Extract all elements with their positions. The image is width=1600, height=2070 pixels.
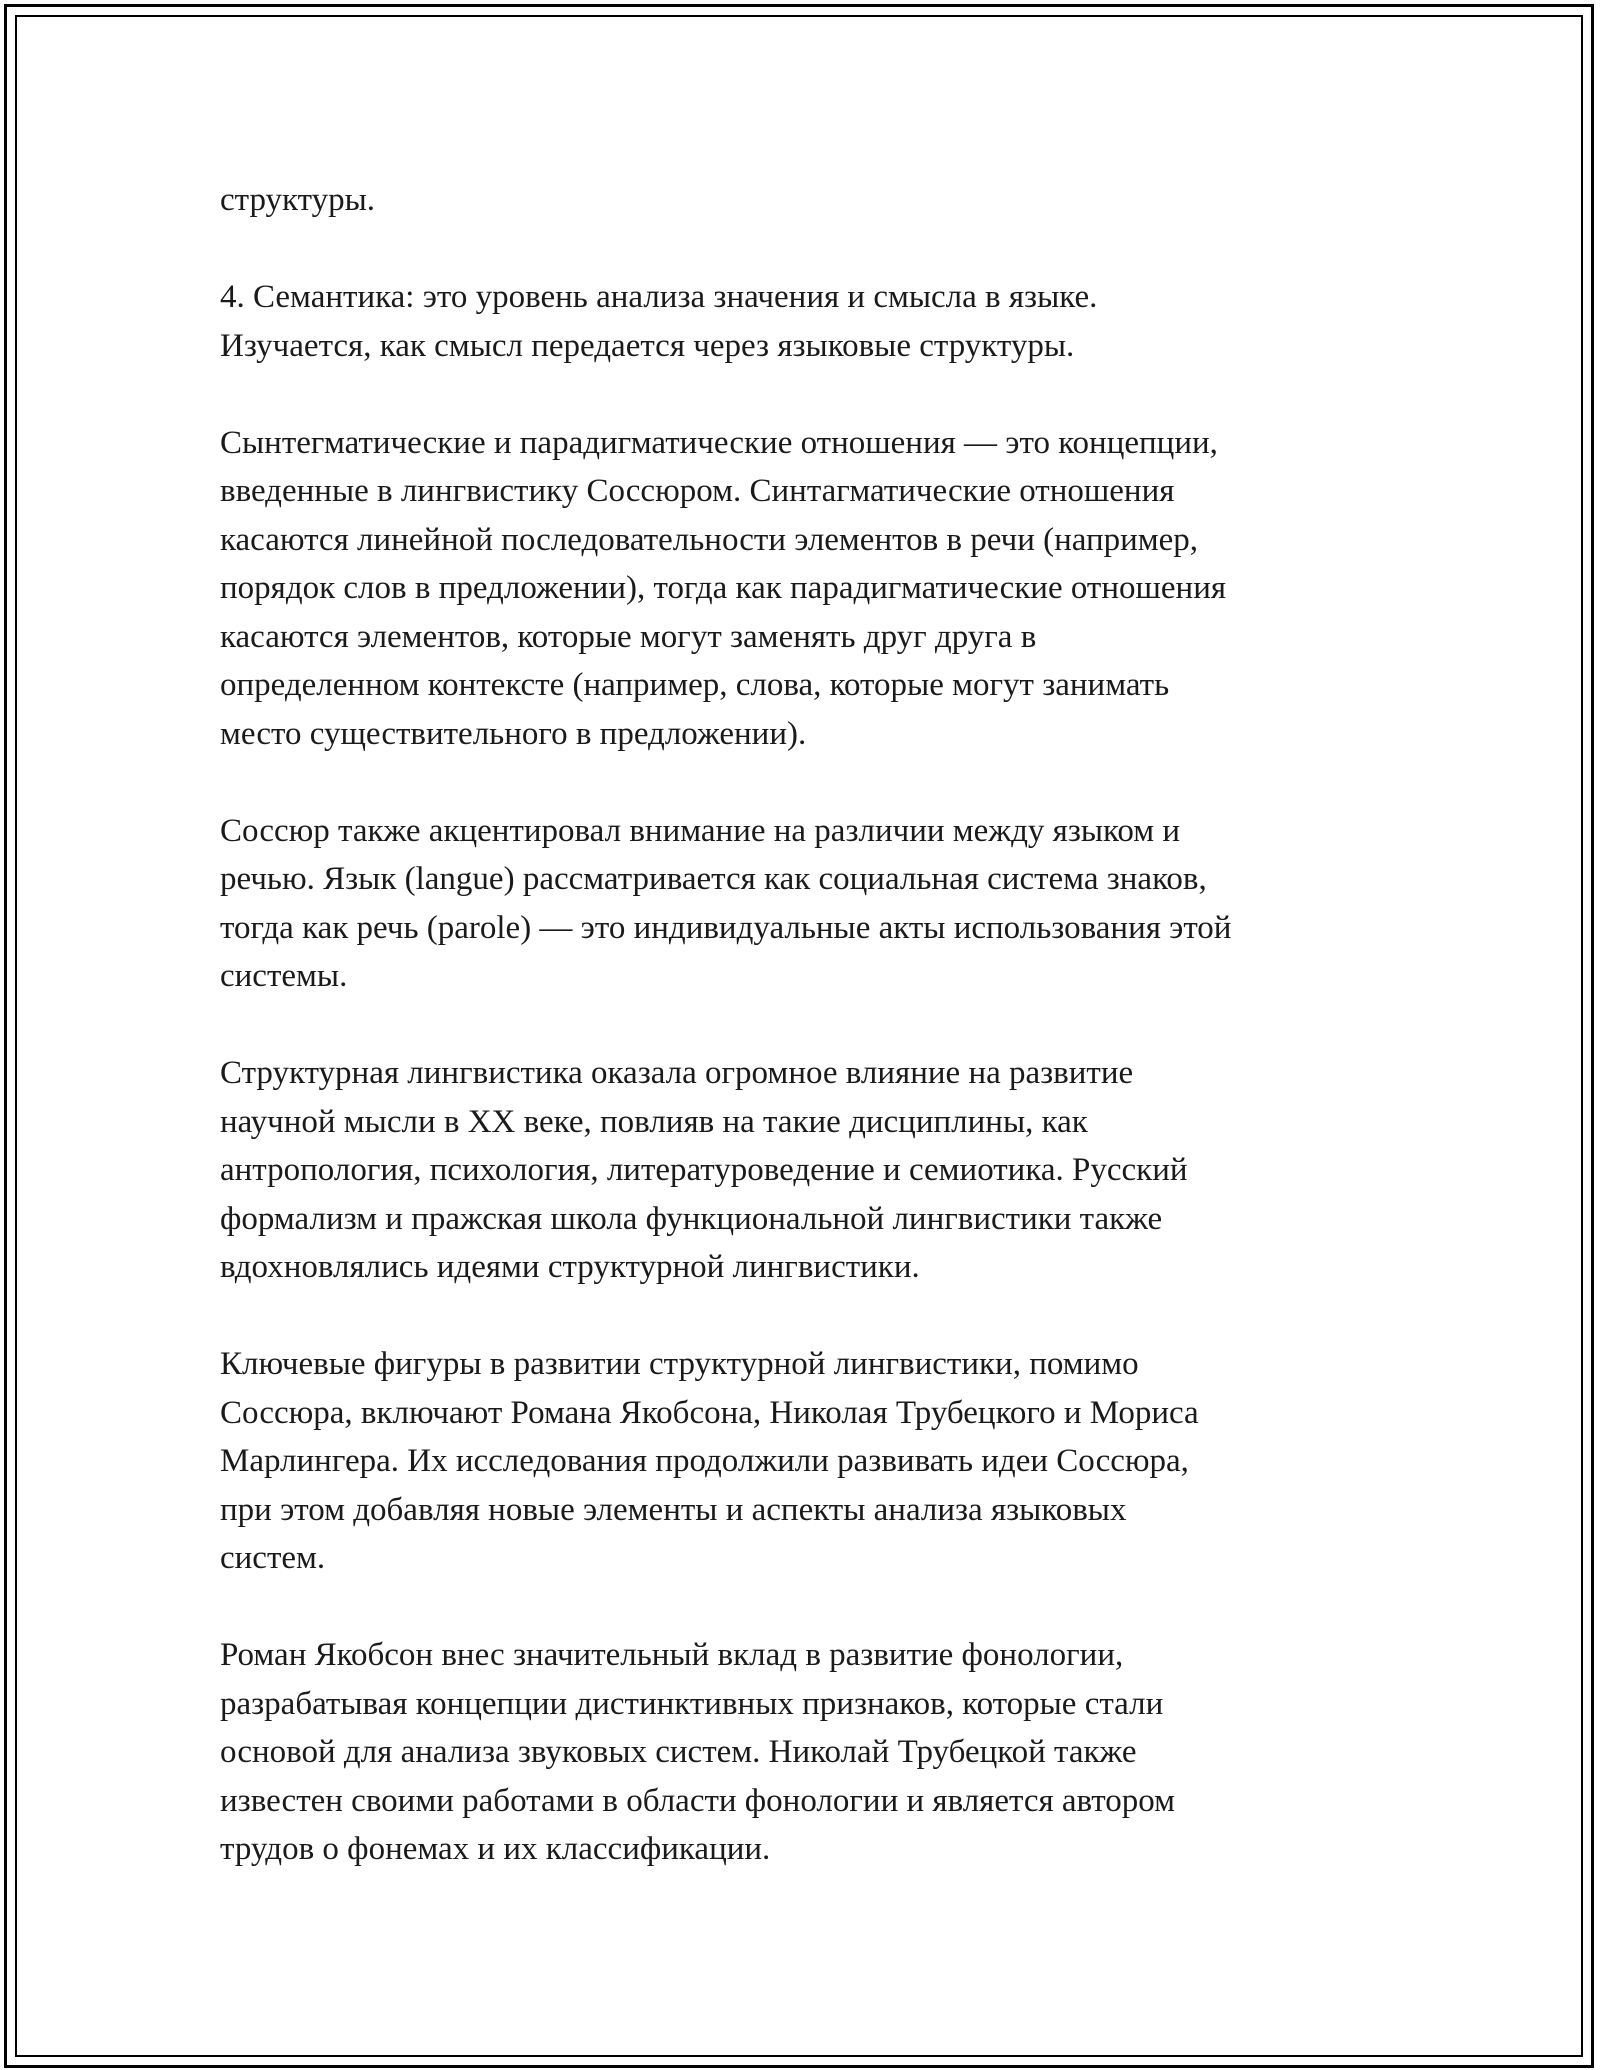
paragraph-syntagmatic-paradigmatic: Сынтегматические и парадигматические отношения — это концепции, введенные в лингвистику Соссюром. Синтагматические отношения касаются линейной последовательности элементов в речи (например, порядок слов в предложении), тогда как парадигматические отношения касаются элементов, которые могут заменять друг друга в определенном контексте (например, слова, которые могут занимать место существительного в предложении). [220,424,1227,752]
paragraph-key-figures: Ключевые фигуры в развитии структурной лингвистики, помимо Соссюра, включают Романа Якобсона, Николая Трубецкого и Мориса Марлингера. Их исследования продолжили развивать идеи Соссюра, при этом добавляя новые элементы и аспекты анализа языковых систем. [220,1346,1199,1576]
paragraph-jakobson: Роман Якобсон внес значительный вклад в развитие фонологии, разрабатывая концепции дистинктивных признаков, которые стали основой для анализа звуковых систем. Николай Трубецкой также известен своими работами в области фонологии и является автором трудов о фонемах и их классификации. [220,1637,1176,1867]
document-body [220,176,1400,1922]
paragraph-langue-parole: Соссюр также акцентировал внимание на различии между языком и речью. Язык (langue) рассматривается как социальная система знаков, тогда как речь (parole) — это индивидуальные акты использования этой системы. [220,812,1232,994]
paragraph-influence: Структурная лингвистика оказала огромное влияние на развитие научной мысли в XX веке, повлияв на такие дисциплины, как антропология, психология, литературоведение и семиотика. Русский формализм и пражская школа функциональной лингвистики также вдохновлялись идеями структурной лингвистики. [220,1055,1188,1285]
paragraph-continuation: структуры. [220,182,376,218]
paragraph-semantics: 4. Семантика: это уровень анализа значения и смысла в языке. Изучается, как смысл передается через языковые структуры. [220,279,1098,364]
